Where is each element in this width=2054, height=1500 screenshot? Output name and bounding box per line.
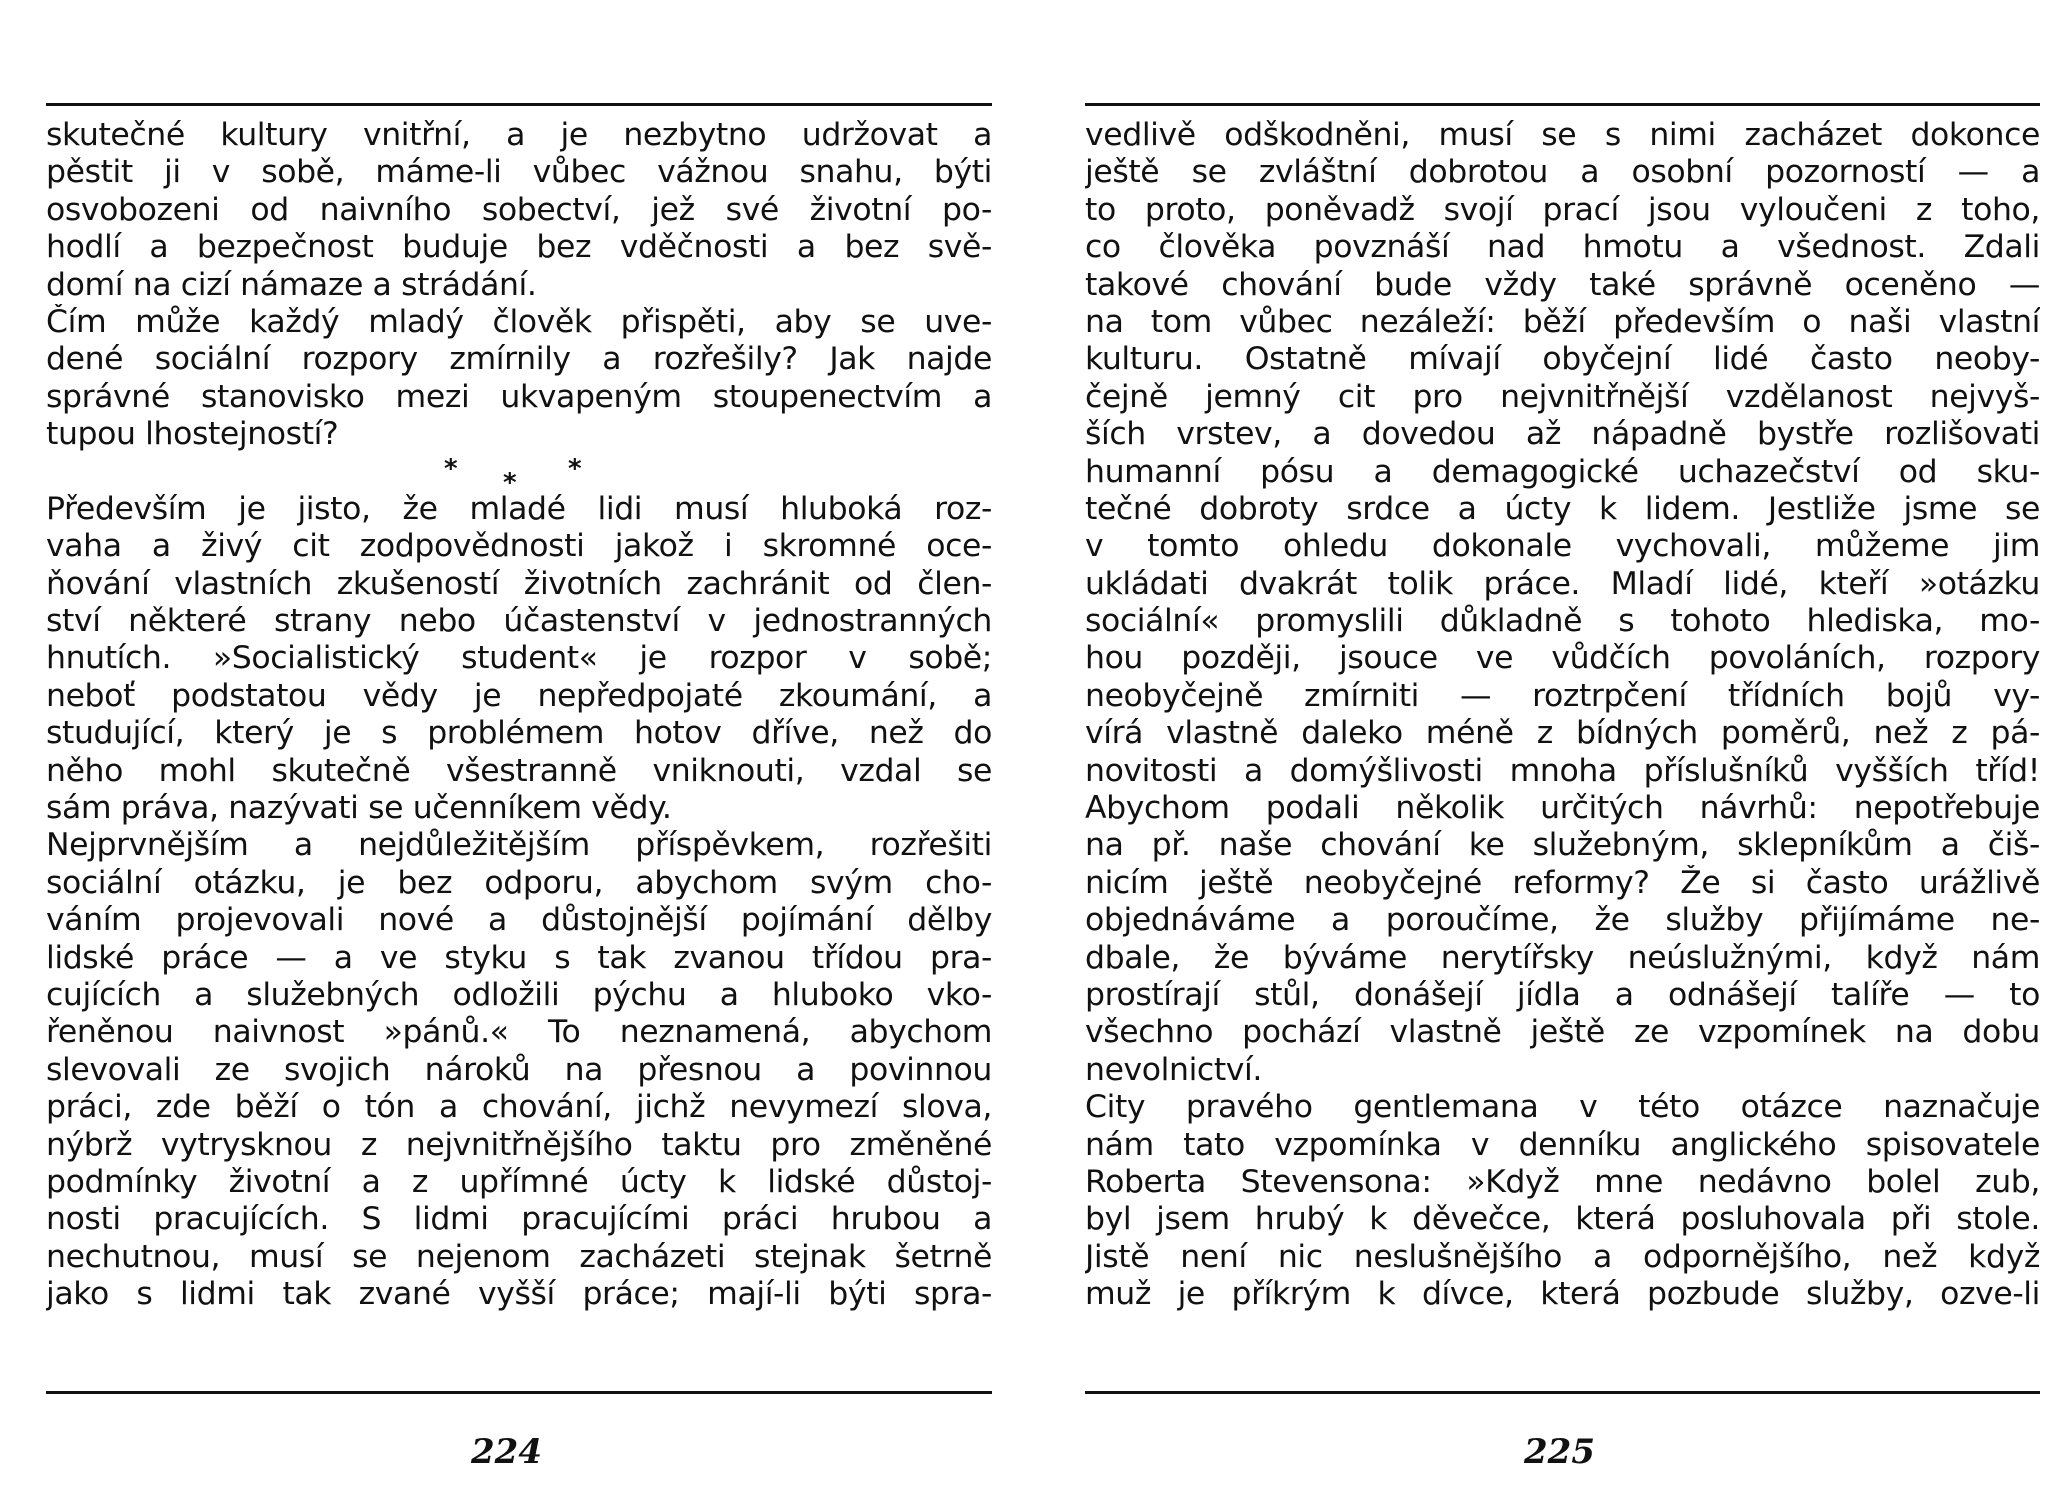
- top-rule: [46, 103, 992, 106]
- text-line: humanní pósu a demagogické uchazečství od sku-: [1085, 453, 2040, 490]
- text-line: Především je jisto, že mladé lidi musí hluboká roz-: [46, 490, 992, 527]
- text-line: kulturu. Ostatně mívají obyčejní lidé často neoby-: [1085, 341, 2040, 378]
- text-line: prostírají stůl, donášejí jídla a odnášejí talíře — to: [1085, 976, 2040, 1013]
- text-line: Nejprvnějším a nejdůležitějším příspěvkem, rozřešiti: [46, 827, 992, 864]
- text-line: nosti pracujících. S lidmi pracujícími práci hrubou a: [46, 1201, 992, 1238]
- text-line: neobyčejně zmírniti — roztrpčení třídních bojů vy-: [1085, 677, 2040, 714]
- text-line: ukládati dvakrát tolik práce. Mladí lidé, kteří »otázku: [1085, 565, 2040, 602]
- text-line: cujících a služebných odložili pýchu a hluboko vko-: [46, 976, 992, 1013]
- bottom-rule: [1085, 1391, 2040, 1394]
- text-line: lidské práce — a ve styku s tak zvanou třídou pra-: [46, 939, 992, 976]
- text-line: Abychom podali několik určitých návrhů: nepotřebuje: [1085, 790, 2040, 827]
- text-line: skutečné kultury vnitřní, a je nezbytno udržovat a: [46, 117, 992, 153]
- text-line: ňování vlastních zkušeností životních zachránit od člen-: [46, 565, 992, 602]
- text-line: nicím ještě neobyčejné reformy? Že si často urážlivě: [1085, 864, 2040, 901]
- text-line: správné stanovisko mezi ukvapeným stoupenectvím a: [46, 378, 992, 415]
- text-line: neboť podstatou vědy je nepředpojaté zkoumání, a: [46, 677, 992, 714]
- text-line: co člověka povznáší nad hmotu a všednost. Zdali: [1085, 229, 2040, 266]
- text-line: něho mohl skutečně všestranně vniknouti, vzdal se: [46, 752, 992, 789]
- text-line: Jistě není nic neslušnějšího a odpornějšího, než když: [1085, 1238, 2040, 1275]
- page-number: 224: [471, 1432, 542, 1472]
- text-line: to proto, poněvadž svojí prací jsou vyloučeni z toho,: [1085, 191, 2040, 228]
- text-line: vedlivě odškodněni, musí se s nimi zacházet dokonce: [1085, 117, 2040, 153]
- text-line: řeněnou naivnost »pánů.« To neznamená, abychom: [46, 1014, 992, 1051]
- text-line: nám tato vzpomínka v denníku anglického spisovatele: [1085, 1126, 2040, 1163]
- text-line: vaha a živý cit zodpovědnosti jakož i skromné oce-: [46, 528, 992, 565]
- left-page-text: [46, 117, 992, 1314]
- right-page: [1085, 0, 2040, 1500]
- text-line: sociální otázku, je bez odporu, abychom svým cho-: [46, 864, 992, 901]
- text-line: ších vrstev, a dovedou až nápadně bystře rozlišovati: [1085, 416, 2040, 453]
- text-line: dené sociální rozpory zmírnily a rozřešily? Jak najde: [46, 341, 992, 378]
- asterisk: *: [503, 467, 517, 498]
- asterisk: *: [568, 453, 582, 484]
- page-number: 225: [1524, 1432, 1595, 1472]
- right-page-text: [1085, 117, 2040, 1314]
- text-line: nevolnictví.: [1085, 1051, 1263, 1088]
- text-line: práci, zde běží o tón a chování, jichž nevymezí slova,: [46, 1089, 992, 1126]
- text-line: domí na cizí námaze a strádání.: [46, 266, 537, 303]
- text-line: byl jsem hrubý k děvečce, která posluhovala při stole.: [1085, 1201, 2040, 1238]
- text-line: studující, který je s problémem hotov dříve, než do: [46, 715, 992, 752]
- text-line: sociální« promyslili důkladně s tohoto hlediska, mo-: [1085, 603, 2040, 640]
- text-line: vírá vlastně daleko méně z bídných poměrů, než z pá-: [1085, 715, 2040, 752]
- text-line: sám práva, nazývati se učenníkem vědy.: [46, 790, 672, 827]
- text-line: muž je příkrým k dívce, která pozbude služby, ozve-li: [1085, 1276, 2040, 1313]
- text-line: jako s lidmi tak zvané vyšší práce; mají-li býti spra-: [46, 1276, 992, 1313]
- text-line: osvobozeni od naivního sobectví, jež své životní po-: [46, 191, 992, 228]
- text-line: nýbrž vytrysknou z nejvnitřnějšího taktu pro změněné: [46, 1126, 992, 1163]
- text-line: ství některé strany nebo účastenství v jednostranných: [46, 603, 992, 640]
- text-line: podmínky životní a z upřímné úcty k lidské důstoj-: [46, 1163, 992, 1200]
- text-line: váním projevovali nové a důstojnější pojímání dělby: [46, 902, 992, 939]
- text-line: všechno pochází vlastně ještě ze vzpomínek na dobu: [1085, 1014, 2040, 1051]
- text-line: hou později, jsouce ve vůdčích povoláních, rozpory: [1085, 640, 2040, 677]
- bottom-rule: [46, 1391, 992, 1394]
- text-line: dbale, že býváme nerytířsky neúslužnými, když nám: [1085, 939, 2040, 976]
- text-line: City pravého gentlemana v této otázce naznačuje: [1085, 1089, 2040, 1126]
- text-line: tečné dobroty srdce a úcty k lidem. Jestliže jsme se: [1085, 490, 2040, 527]
- text-line: Čím může každý mladý člověk přispěti, aby se uve-: [46, 303, 992, 340]
- text-line: hnutích. »Socialistický student« je rozpor v sobě;: [46, 640, 992, 677]
- text-line: tupou lhostejností?: [46, 416, 339, 453]
- text-line: ještě se zvláštní dobrotou a osobní pozorností — a: [1085, 154, 2040, 191]
- text-line: Roberta Stevensona: »Když mne nedávno bolel zub,: [1085, 1163, 2040, 1200]
- text-line: pěstit ji v sobě, máme-li vůbec vážnou snahu, býti: [46, 154, 992, 191]
- text-line: na tom vůbec nezáleží: běží především o naši vlastní: [1085, 303, 2040, 340]
- section-separator: [46, 453, 992, 498]
- text-line: čejně jemný cit pro nejvnitřnější vzdělanost nejvyš-: [1085, 378, 2040, 415]
- text-line: objednáváme a poroučíme, že služby přijímáme ne-: [1085, 902, 2040, 939]
- text-line: slevovali ze svojich nároků na přesnou a povinnou: [46, 1051, 992, 1088]
- text-line: novitosti a domýšlivosti mnoha příslušníků vyšších tříd!: [1085, 752, 2040, 789]
- text-line: v tomto ohledu dokonale vychovali, můžeme jim: [1085, 528, 2040, 565]
- left-page: [46, 0, 992, 1500]
- text-line: hodlí a bezpečnost buduje bez vděčnosti a bez svě-: [46, 229, 992, 266]
- text-line: na př. naše chování ke služebným, sklepníkům a čiš-: [1085, 827, 2040, 864]
- top-rule: [1085, 103, 2040, 106]
- asterisk: *: [444, 453, 458, 484]
- text-line: takové chování bude vždy také správně oceněno —: [1085, 266, 2040, 303]
- text-line: nechutnou, musí se nejenom zacházeti stejnak šetrně: [46, 1238, 992, 1275]
